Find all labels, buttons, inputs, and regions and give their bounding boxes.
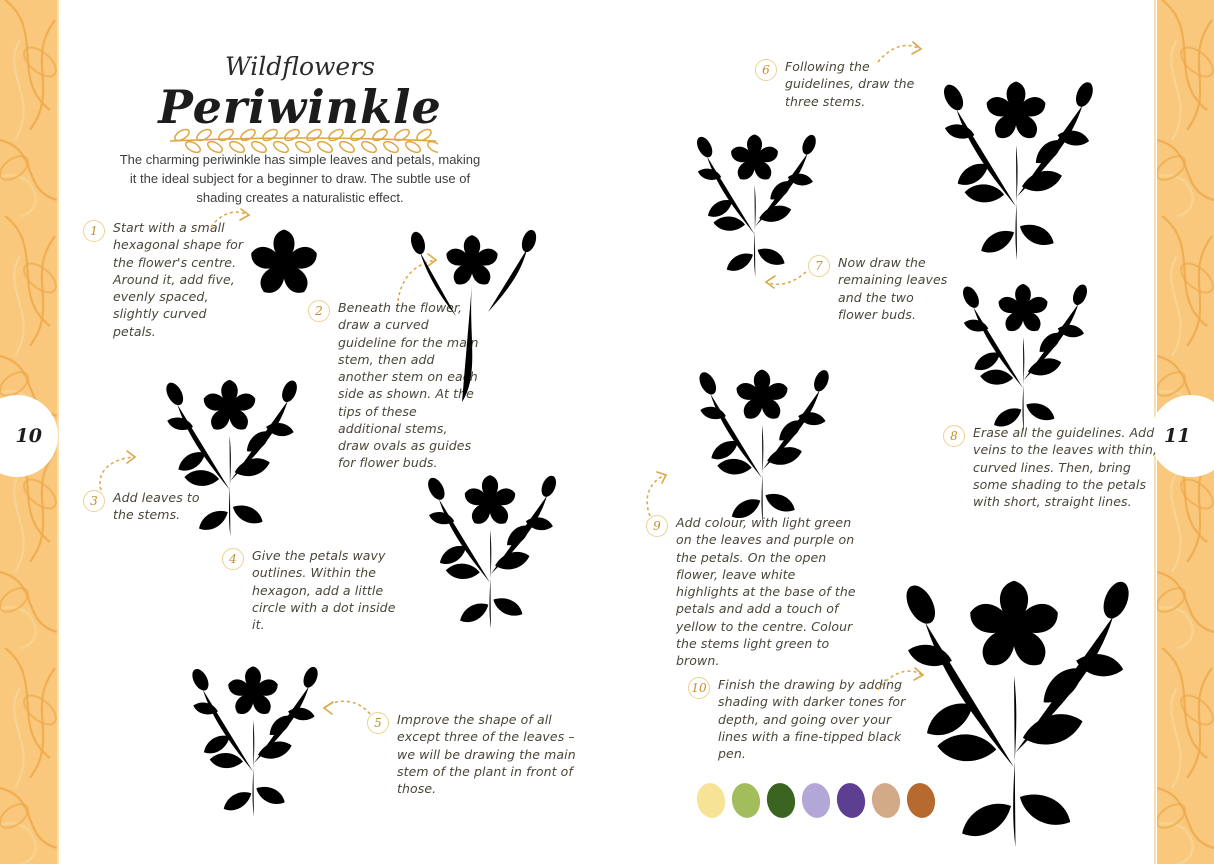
step-7-text: Now draw the remaining leaves and the two flower buds.	[838, 255, 948, 322]
page-number-right-label: 11	[1164, 425, 1191, 447]
swatch-pale-yellow	[694, 781, 728, 820]
step-2-number: 2	[308, 300, 330, 322]
step-9-coloured-plant	[652, 330, 872, 528]
step-1-flower-sketch	[243, 220, 325, 308]
step-4-wavy-petals-sketch	[396, 436, 584, 632]
step-4	[222, 547, 400, 633]
step-8-text: Erase all the guidelines. Add veins to the leaves with thin, curved lines. Then, bring some shading to the petals with short, straight lines.	[973, 425, 1158, 509]
step-5-text: Improve the shape of all except three of the leaves – we will be drawing the main stem of the plant in front of those.	[397, 712, 576, 796]
step-2-stems-sketch	[388, 222, 556, 410]
page-number-left-label: 10	[15, 425, 42, 447]
step-2-text: Beneath the flower, draw a curved guideline for the main stem, then add another stem on each side as shown. At the tips of these additional stems, draw ovals as guides for flower buds.	[338, 300, 479, 471]
step-1-number: 1	[83, 220, 105, 242]
swatch-lavender	[799, 781, 833, 820]
swatch-tan	[869, 781, 903, 820]
step-3-text: Add leaves to the stems.	[113, 490, 200, 523]
step-9-text: Add colour, with light green on the leaves and purple on the petals. On the open flower, leave white highlights at the base of the petals and add a touch of yellow to the centre. Colour the stems light green to brown.	[676, 515, 856, 668]
step-5-refined-sketch	[158, 628, 348, 820]
step-5-number: 5	[367, 712, 389, 734]
step-3-leaves-sketch	[122, 340, 337, 540]
step-6-number: 6	[755, 59, 777, 81]
step-6-text: Following the guidelines, draw the three stems.	[785, 59, 915, 109]
step-10-number: 10	[688, 677, 710, 699]
step-7-number: 7	[808, 255, 830, 277]
step-4-number: 4	[222, 548, 244, 570]
step-3-number: 3	[83, 490, 105, 512]
step-8-number: 8	[943, 425, 965, 447]
chapter-category: Wildflowers	[225, 52, 375, 81]
colour-palette	[697, 783, 935, 818]
swatch-light-green	[729, 781, 763, 820]
step-4-text: Give the petals wavy outlines. Within the hexagon, add a little circle with a dot inside it.	[252, 548, 396, 632]
step-6-stems-drawn-sketch	[916, 36, 1116, 264]
page-title: Periwinkle	[158, 80, 442, 134]
swatch-dark-purple	[834, 781, 868, 820]
step-9	[646, 514, 858, 669]
step-1	[83, 219, 245, 340]
swatch-rust-brown	[904, 781, 938, 820]
step-9-number: 9	[646, 515, 668, 537]
intro-paragraph: The charming periwinkle has simple leaves and petals, making it the ideal subject for a beginner to draw. The subtle use of shading creates a naturalistic effect.	[119, 152, 481, 205]
step-1-text: Start with a small hexagonal shape for the flower's centre. Around it, add five, evenly spaced, slightly curved petals.	[113, 220, 244, 339]
swatch-dark-green	[764, 781, 798, 820]
step-8	[943, 424, 1165, 510]
step-5	[367, 711, 589, 797]
step-7-full-plant-sketch	[642, 98, 867, 280]
step-8-shaded-sketch	[930, 246, 1116, 436]
step-10-text: Finish the drawing by adding shading with darker tones for depth, and going over your lines with a fine-tipped black pen.	[718, 677, 906, 761]
